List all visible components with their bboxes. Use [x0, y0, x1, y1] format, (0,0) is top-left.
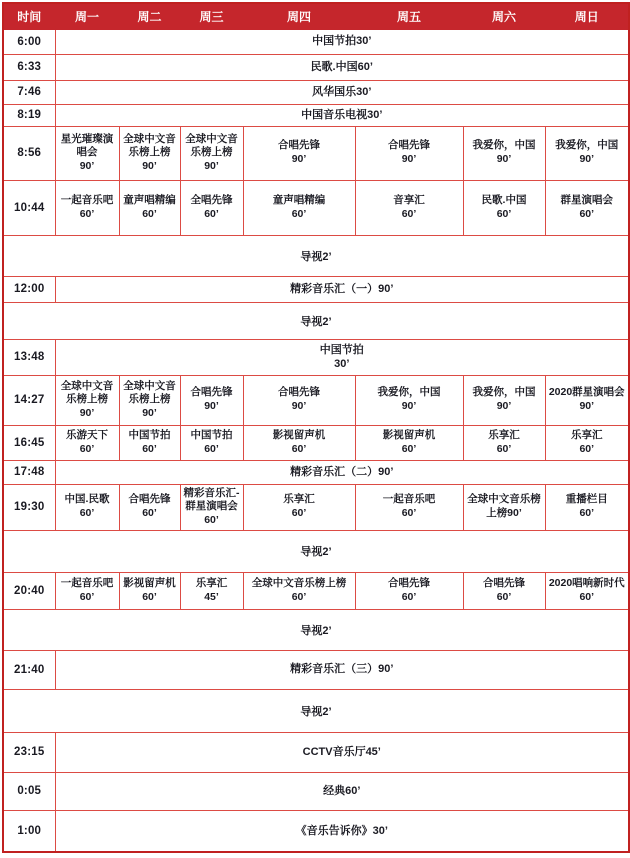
schedule-row [3, 375, 629, 425]
cell-text: 90’ [291, 153, 307, 165]
program-cell [355, 126, 463, 180]
program-cell [463, 180, 545, 235]
schedule-row [3, 235, 629, 276]
program-cell [463, 484, 545, 530]
cell-text: 60’ [142, 207, 157, 220]
program-cell [355, 425, 463, 460]
cell-text: 90’ [401, 153, 417, 165]
day-column-header: 周五 [355, 3, 463, 29]
program-cell [243, 572, 355, 609]
program-cell [119, 425, 180, 460]
program-cell [463, 375, 545, 425]
cell-text: 一起音乐吧 [382, 493, 436, 506]
program-cell [119, 375, 180, 425]
cell-text: 影视留声机 [382, 428, 436, 441]
cell-text: 全球中文音乐榜上榜 [185, 132, 238, 159]
cell-text: 90’ [204, 400, 219, 412]
schedule-row [3, 650, 629, 689]
cell-text: 90’ [204, 159, 219, 172]
program-cell [55, 572, 119, 609]
banner-cell [3, 235, 629, 276]
cell-text: 全球中文音乐榜上榜 [251, 576, 347, 589]
cell-text: 90’ [79, 159, 95, 172]
banner-cell [3, 609, 629, 650]
cell-text: 60’ [401, 442, 417, 455]
cell-text: 90’ [291, 400, 307, 412]
cell-text: 乐享汇 [488, 428, 520, 441]
program-cell [355, 375, 463, 425]
day-column-header: 周日 [545, 3, 629, 29]
program-cell [180, 484, 243, 530]
program-cell [243, 126, 355, 180]
program-cell [463, 572, 545, 609]
program-cell [55, 180, 119, 235]
schedule-row [3, 29, 629, 54]
program-cell-merged [55, 650, 629, 689]
program-cell-merged [55, 54, 629, 80]
cell-text: 90’ [142, 406, 157, 419]
program-cell [243, 425, 355, 460]
time-cell: 8:56 [3, 126, 55, 180]
cell-text: 音享汇 [393, 193, 425, 206]
cell-text: 90’ [496, 400, 512, 412]
time-cell: 20:40 [3, 572, 55, 609]
time-cell: 10:44 [3, 180, 55, 235]
program-cell-merged [55, 29, 629, 54]
schedule-row [3, 276, 629, 302]
cell-text: 我爱你，中国 [472, 386, 536, 399]
program-cell [545, 180, 629, 235]
banner-cell [3, 530, 629, 572]
cell-text: 60’ [579, 590, 595, 603]
banner-cell [3, 302, 629, 339]
program-cell [119, 572, 180, 609]
cell-text: 童声唱精编 [272, 193, 326, 206]
cell-text: 90’ [79, 406, 95, 419]
cell-text: 全球中文音乐榜上榜 [60, 379, 114, 406]
cell-text: 中国音乐电视30’ [301, 108, 383, 121]
program-cell [55, 484, 119, 530]
cell-text: 60’ [291, 442, 307, 455]
cell-text: 90’ [496, 153, 512, 165]
cell-text: 群星演唱会 [560, 193, 613, 206]
cell-text: 星光璀璨演唱会 [60, 132, 114, 159]
schedule-row [3, 689, 629, 732]
cell-text: 60’ [79, 442, 95, 455]
program-cell [180, 572, 243, 609]
schedule-row [3, 772, 629, 810]
cell-text: 60’ [579, 207, 595, 220]
schedule-row [3, 609, 629, 650]
cell-text: 60’ [496, 590, 512, 603]
program-cell [180, 375, 243, 425]
cell-text: 精彩音乐汇（三）90’ [290, 663, 394, 676]
cell-text: 60’ [291, 507, 307, 519]
cell-text: 合唱先锋 [388, 139, 430, 152]
cell-text: 乐享汇 [571, 428, 603, 441]
program-cell [243, 375, 355, 425]
schedule-row [3, 810, 629, 852]
cell-text: 60’ [401, 590, 417, 603]
program-cell [355, 484, 463, 530]
time-cell: 14:27 [3, 375, 55, 425]
time-column-header: 时间 [3, 3, 55, 29]
cell-text: 60’ [401, 507, 417, 519]
time-cell: 19:30 [3, 484, 55, 530]
program-cell [545, 375, 629, 425]
cell-text: 60’ [79, 207, 95, 220]
schedule-row [3, 530, 629, 572]
program-cell [55, 126, 119, 180]
time-cell: 0:05 [3, 772, 55, 810]
program-cell [243, 484, 355, 530]
cell-text: 合唱先锋 [483, 576, 525, 589]
program-cell-merged [55, 80, 629, 104]
cell-text: 60’ [142, 590, 157, 603]
program-cell [243, 180, 355, 235]
schedule-row [3, 460, 629, 484]
cell-text: 中国.民歌 [64, 493, 110, 506]
cell-text: 合唱先锋 [388, 576, 430, 589]
cell-text: 全唱先锋 [190, 193, 233, 206]
time-cell: 1:00 [3, 810, 55, 852]
cell-text: 60’ [79, 507, 95, 519]
program-cell [545, 126, 629, 180]
program-cell [355, 572, 463, 609]
day-column-header: 周二 [119, 3, 180, 29]
cell-text: 合唱先锋 [128, 493, 171, 506]
program-cell-merged [55, 732, 629, 772]
cell-text: 2020群星演唱会 [548, 386, 625, 399]
program-cell-merged [55, 460, 629, 484]
time-cell: 7:46 [3, 80, 55, 104]
cell-text: 导视2’ [300, 250, 332, 263]
cell-text: 90’ [401, 400, 417, 412]
cell-text: 60’ [142, 507, 157, 519]
schedule-row [3, 339, 629, 375]
time-cell: 16:45 [3, 425, 55, 460]
cell-text: 90’ [579, 153, 595, 165]
cell-text: 影视留声机 [272, 428, 326, 441]
schedule-row [3, 572, 629, 609]
program-cell [545, 484, 629, 530]
cell-text: 我爱你，中国 [555, 139, 619, 152]
cell-text: 乐享汇 [283, 493, 315, 506]
cell-text: 60’ [496, 442, 512, 455]
cell-text: 60’ [579, 507, 595, 519]
cell-text: 30’ [334, 358, 350, 370]
cell-text: CCTV音乐厅45’ [302, 745, 381, 758]
program-cell [463, 425, 545, 460]
cell-text: 经典60’ [323, 784, 361, 797]
cell-text: 中国节拍 [190, 428, 233, 441]
time-cell: 13:48 [3, 339, 55, 375]
program-cell-merged [55, 810, 629, 852]
day-column-header: 周四 [243, 3, 355, 29]
cell-text: 全球中文音乐榜上榜 [123, 379, 176, 406]
time-cell: 6:33 [3, 54, 55, 80]
day-column-header: 周三 [180, 3, 243, 29]
header-row [3, 3, 629, 29]
cell-text: 90’ [579, 400, 595, 412]
cell-text: 60’ [142, 442, 157, 455]
time-cell: 17:48 [3, 460, 55, 484]
cell-text: 精彩音乐汇（二）90’ [290, 465, 394, 478]
cell-text: 60’ [204, 207, 219, 220]
schedule-row [3, 80, 629, 104]
cell-text: 合唱先锋 [278, 386, 320, 399]
cell-text: 民歌.中国60’ [310, 60, 373, 73]
cell-text: 风华国乐30’ [312, 85, 372, 98]
cell-text: 影视留声机 [123, 576, 176, 589]
cell-text: 60’ [496, 207, 512, 220]
cell-text: 精彩音乐汇（一）90’ [290, 282, 394, 295]
cell-text: 全球中文音乐榜上榜 [123, 132, 176, 159]
program-cell [119, 180, 180, 235]
cell-text: 导视2’ [300, 315, 332, 328]
program-cell [55, 375, 119, 425]
cell-text: 合唱先锋 [190, 386, 233, 399]
banner-cell [3, 689, 629, 732]
cell-text: 60’ [291, 207, 307, 220]
program-cell-merged [55, 276, 629, 302]
program-cell [119, 484, 180, 530]
cell-text: 一起音乐吧 [60, 193, 114, 206]
cell-text: 中国节拍 [319, 343, 364, 356]
schedule-row [3, 425, 629, 460]
time-cell: 6:00 [3, 29, 55, 54]
program-cell [55, 425, 119, 460]
program-cell [119, 126, 180, 180]
cell-text: 重播栏目 [565, 493, 608, 506]
program-cell [355, 180, 463, 235]
schedule-row [3, 104, 629, 126]
cell-text: 我爱你，中国 [377, 386, 441, 399]
cell-text: 60’ [204, 513, 219, 526]
program-cell-merged [55, 772, 629, 810]
schedule-row [3, 180, 629, 235]
program-cell [545, 572, 629, 609]
cell-text: 导视2’ [300, 546, 332, 558]
cell-text: 童声唱精编 [123, 193, 176, 206]
program-cell [180, 126, 243, 180]
cell-text: 中国节拍 [128, 428, 171, 441]
cell-text: 我爱你，中国 [472, 139, 536, 152]
cell-text: 60’ [579, 442, 595, 455]
cell-text: 60’ [79, 590, 95, 603]
schedule-row [3, 126, 629, 180]
cell-text: 60’ [401, 207, 417, 220]
time-cell: 8:19 [3, 104, 55, 126]
program-cell [545, 425, 629, 460]
day-column-header: 周六 [463, 3, 545, 29]
cell-text: 导视2’ [300, 705, 332, 718]
program-cell-merged [55, 104, 629, 126]
program-cell [180, 425, 243, 460]
time-cell: 12:00 [3, 276, 55, 302]
cell-text: 一起音乐吧 [60, 576, 114, 589]
schedule-row [3, 732, 629, 772]
schedule-row [3, 484, 629, 530]
schedule-row [3, 302, 629, 339]
cell-text: 导视2’ [300, 624, 332, 637]
program-cell-merged [55, 339, 629, 375]
day-column-header: 周一 [55, 3, 119, 29]
schedule-table [2, 2, 630, 853]
cell-text: 60’ [204, 442, 219, 455]
schedule-row [3, 54, 629, 80]
cell-text: 精彩音乐汇-群星演唱会 [183, 486, 240, 513]
cell-text: 《音乐告诉你》30’ [295, 824, 388, 837]
cell-text: 中国节拍30’ [312, 35, 372, 48]
cell-text: 60’ [291, 590, 307, 603]
program-cell [180, 180, 243, 235]
program-cell [463, 126, 545, 180]
cell-text: 90’ [142, 159, 157, 172]
cell-text: 乐享汇 [195, 576, 228, 589]
cell-text: 全球中文音乐榜上榜90’ [467, 493, 541, 519]
cell-text: 45’ [204, 590, 219, 603]
cell-text: 合唱先锋 [278, 139, 320, 152]
time-cell: 21:40 [3, 650, 55, 689]
cell-text: 乐游天下 [66, 428, 108, 441]
cell-text: 2020唱响新时代 [548, 576, 625, 589]
time-cell: 23:15 [3, 732, 55, 772]
cell-text: 民歌.中国 [481, 193, 527, 206]
